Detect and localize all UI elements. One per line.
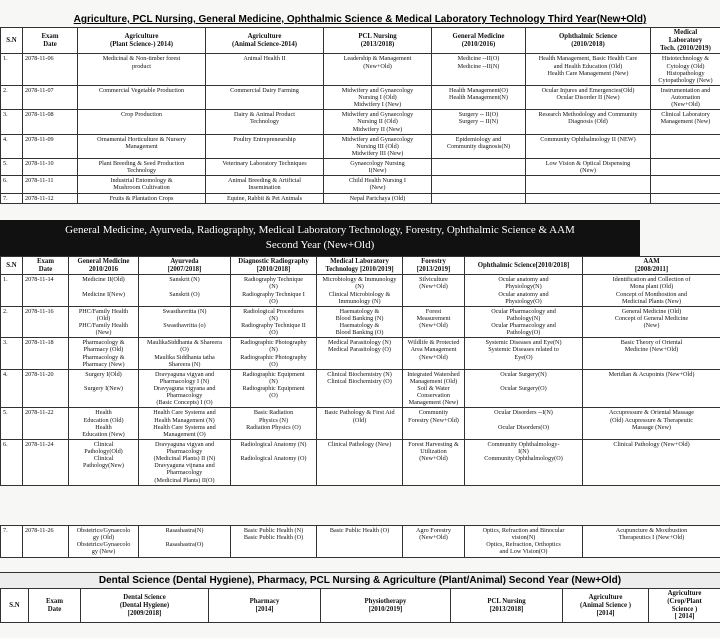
- subject-cell: [651, 193, 720, 203]
- subject-cell: Crop Production: [78, 110, 206, 134]
- table-row: [1, 275, 720, 307]
- subject-cell: Agro Forestry (New+Old): [403, 526, 465, 558]
- subject-cell: Acupuncture & Moxibustion Therapeutics I (New+Old): [583, 526, 720, 558]
- subject-cell: Histotechnology & Cytology (Old) Histopathology Cytopathology (New): [651, 54, 720, 86]
- table-row: [1, 54, 720, 86]
- column-header: Exam Date: [23, 256, 69, 275]
- column-header: Medical Laboratory Technology [2010/2019]: [317, 256, 403, 275]
- subject-cell: Forest Harvesting & Utilization (New+Old): [403, 439, 465, 485]
- subject-cell: Leadership & Management (New+Old): [324, 54, 432, 86]
- subject-cell: MaulikaSiddhanta & Shareera (O) Maulika Siddhanta tatha Shareera (N): [139, 338, 231, 370]
- subject-cell: [432, 176, 526, 193]
- subject-cell: Instrumentation and Automation (New+Old): [651, 85, 720, 109]
- subject-cell: Accupressure & Oriental Massage (Old) Acupressure & Therapeutic Massage (New): [583, 408, 720, 440]
- subject-cell: Ocular Injures and Emergencies(Old) Ocular Disorder II (New): [526, 85, 651, 109]
- subject-cell: PHC/Family Health (Old) PHC/Family Health (New): [69, 306, 139, 338]
- serial-cell: 5.: [1, 408, 23, 440]
- dental-pharmacy-table: [0, 588, 720, 623]
- second-year-table: [0, 256, 720, 486]
- subject-cell: Child Health Nursing I (New): [324, 176, 432, 193]
- subject-cell: Pharmacology & Pharmacy (Old) Pharmacology & Pharmacy (New): [69, 338, 139, 370]
- exam-date-cell: 2078-11-10: [23, 159, 78, 176]
- subject-cell: [651, 134, 720, 158]
- subject-cell: Community Forestry (New+Old): [403, 408, 465, 440]
- subject-cell: Medicinal & Non-timber forest product: [78, 54, 206, 86]
- subject-cell: Radiological Anatomy (N) Radiological Anatomy (O): [231, 439, 317, 485]
- serial-cell: 6.: [1, 176, 23, 193]
- subject-cell: Integrated Watershed Management (Old) Soil & Water Conservation Management (New): [403, 369, 465, 408]
- serial-cell: 4.: [1, 369, 23, 408]
- subject-cell: Equine, Rabbit & Pet Animals: [206, 193, 324, 203]
- serial-cell: 1.: [1, 54, 23, 86]
- section1-title: Agriculture, PCL Nursing, General Medicine, Ophthalmic Science & Medical Laboratory Technology Third Year(New+Old): [73, 14, 647, 25]
- column-header: General Medicine 2010/2016: [69, 256, 139, 275]
- subject-cell: Clinical Pathology(Old) Clinical Pathology(New): [69, 439, 139, 485]
- subject-cell: Identification and Collection of Mona plant (Old) Concept of Monthostion and Medicinal Plants (New): [583, 275, 720, 307]
- serial-cell: 6.: [1, 439, 23, 485]
- section4-title: Dental Science (Dental Hygiene), Pharmacy, PCL Nursing & Agriculture (Plant/Animal) Second Year (New+Old): [0, 572, 720, 588]
- serial-cell: 7.: [1, 526, 23, 558]
- column-header: Diagnostic Radiography [2010/2018]: [231, 256, 317, 275]
- column-header: Dental Science (Dental Hygiene) [2009/2018]: [81, 589, 209, 623]
- table-row: [1, 526, 720, 558]
- column-header: Agriculture (Animal Science-2014): [206, 28, 324, 54]
- table-header-row: [1, 28, 720, 54]
- section2-title-line2: Second Year (New+Old): [265, 238, 375, 251]
- subject-cell: Industrial Entomology & Mushroom Cultivation: [78, 176, 206, 193]
- subject-cell: Community Ophthalmology II (NEW): [526, 134, 651, 158]
- subject-cell: Basic Radiation Physics (N) Radiation Physics (O): [231, 408, 317, 440]
- column-header: Agriculture (Animal Science ) [2014]: [563, 589, 649, 623]
- subject-cell: Health Education (Old) Health Education (New): [69, 408, 139, 440]
- column-header: Agriculture (Plant Science-) 2014): [78, 28, 206, 54]
- subject-cell: Sanskrit (N) Sanskrit (O): [139, 275, 231, 307]
- subject-cell: Medicine II(Old) Medicine I(New): [69, 275, 139, 307]
- serial-cell: 3.: [1, 110, 23, 134]
- serial-cell: 5.: [1, 159, 23, 176]
- subject-cell: Epidemiology and Community diagnosis(N): [432, 134, 526, 158]
- exam-date-cell: 2078-11-18: [23, 338, 69, 370]
- subject-cell: Systemic Diseases and Eye(N) Systemic Diseases related to Eye(O): [465, 338, 583, 370]
- subject-cell: Obstetrics/Gynaecolo gy (Old) Obstetrics/Gynaecolo gy (New): [69, 526, 139, 558]
- subject-cell: Ocular Pharmacology and Pathology(N) Ocular Pharmacology and Pathology(O): [465, 306, 583, 338]
- column-header: Ophthalmic Science (2010/2018): [526, 28, 651, 54]
- exam-date-cell: 2078-11-22: [23, 408, 69, 440]
- column-header: S.N: [1, 28, 23, 54]
- column-header: S.N: [1, 256, 23, 275]
- table-header-row: [1, 589, 720, 623]
- subject-cell: Gynaecology Nursing I(New): [324, 159, 432, 176]
- column-header: Agriculture (Crop/Plant Science ) [ 2014]: [649, 589, 720, 623]
- table-row: [1, 439, 720, 485]
- table-row: [1, 338, 720, 370]
- subject-cell: Silviculture (New+Old): [403, 275, 465, 307]
- serial-cell: 2.: [1, 306, 23, 338]
- subject-cell: Commercial Dairy Farming: [206, 85, 324, 109]
- subject-cell: Low Vision & Optical Dispensing (New): [526, 159, 651, 176]
- exam-date-cell: 2078-11-09: [23, 134, 78, 158]
- column-header: PCL Nursing [2013/2018]: [451, 589, 563, 623]
- subject-cell: Community Ophthalmology- I(N) Community Ophthalmology(O): [465, 439, 583, 485]
- subject-cell: Midwifery and Gynaecology Nursing III (Old) Midwifery III (New): [324, 134, 432, 158]
- column-header: Physiotherapy [2010/2019]: [321, 589, 451, 623]
- table-row: [1, 193, 720, 203]
- subject-cell: Dravyaguna vigyan and Pharmacology (Medicinal Plants) II (N) Dravyaguna vijnana and Pharmacology (Medicinal Plants) II(O): [139, 439, 231, 485]
- table-row: [1, 85, 720, 109]
- subject-cell: Surgery -- II(O) Surgery -- II(N): [432, 110, 526, 134]
- subject-cell: Swasthavritta (N) Swasthavritta (o): [139, 306, 231, 338]
- subject-cell: Ornamental Horticulture & Nursery Management: [78, 134, 206, 158]
- exam-date-cell: 2078-11-12: [23, 193, 78, 203]
- section2-title: [0, 220, 640, 256]
- serial-cell: 3.: [1, 338, 23, 370]
- section-dental-pharmacy: [0, 572, 720, 623]
- subject-cell: Basic Pathology & First Aid (Old): [317, 408, 403, 440]
- column-header: Ophthalmic Science[2010/2018]: [465, 256, 583, 275]
- table-row: [1, 110, 720, 134]
- subject-cell: Medicine --II(O) Medicine --II(N): [432, 54, 526, 86]
- section-third-year: [0, 12, 720, 204]
- section-second-year-continued: [0, 525, 720, 558]
- subject-cell: [432, 193, 526, 203]
- table-row: [1, 134, 720, 158]
- subject-cell: Veterinary Laboratory Techniques: [206, 159, 324, 176]
- subject-cell: Animal Health II: [206, 54, 324, 86]
- exam-date-cell: 2078-11-08: [23, 110, 78, 134]
- exam-date-cell: 2078-11-20: [23, 369, 69, 408]
- column-header: S.N: [1, 589, 29, 623]
- table-header-row: [1, 256, 720, 275]
- subject-cell: Forest Measurement (New+Old): [403, 306, 465, 338]
- subject-cell: Rasashastra(N) Rasashastra(O): [139, 526, 231, 558]
- exam-date-cell: 2078-11-16: [23, 306, 69, 338]
- exam-date-cell: 2078-11-11: [23, 176, 78, 193]
- column-header: Ayurveda [2007/2018]: [139, 256, 231, 275]
- subject-cell: Commercial Vegetable Production: [78, 85, 206, 109]
- subject-cell: Clinical Pathology (New): [317, 439, 403, 485]
- subject-cell: [651, 159, 720, 176]
- subject-cell: Health Care Systems and Health Management (N) Health Care Systems and Management (O): [139, 408, 231, 440]
- subject-cell: Radiological Procedures (N) Radiography Technique II (O): [231, 306, 317, 338]
- column-header: Exam Date: [29, 589, 81, 623]
- exam-date-cell: 2078-11-06: [23, 54, 78, 86]
- subject-cell: Health Management(O) Health Management(N): [432, 85, 526, 109]
- subject-cell: Radiographic Equipment (N) Radiographic Equipment (O): [231, 369, 317, 408]
- column-header: Exam Date: [23, 28, 78, 54]
- column-header: AAM [2008/2011]: [583, 256, 720, 275]
- subject-cell: Basic Theory of Oriental Medicine (New+Old): [583, 338, 720, 370]
- column-header: Pharmacy [2014]: [209, 589, 321, 623]
- subject-cell: Health Management, Basic Health Care and Health Education (Old) Health Care Management (New): [526, 54, 651, 86]
- subject-cell: Nepal Parichaya (Old): [324, 193, 432, 203]
- subject-cell: Ocular Surgery(N) Ocular Surgery(O): [465, 369, 583, 408]
- serial-cell: 7.: [1, 193, 23, 203]
- subject-cell: Ocular anatomy and Physiology(N) Ocular anatomy and Physiology(O): [465, 275, 583, 307]
- subject-cell: Dairy & Animal Product Technology: [206, 110, 324, 134]
- subject-cell: Midwifery and Gynaecology Nursing I (Old) Midwifery I (New): [324, 85, 432, 109]
- subject-cell: [526, 193, 651, 203]
- section2-title-line1: General Medicine, Ayurveda, Radiography, Medical Laboratory Technology, Forestry, Ophthalmic Science & AAM: [65, 224, 575, 236]
- table-row: [1, 159, 720, 176]
- subject-cell: Clinical Laboratory Management (New): [651, 110, 720, 134]
- table-row: [1, 369, 720, 408]
- column-header: Forestry [2013/2019]: [403, 256, 465, 275]
- subject-cell: Dravyaguna vigyan and Pharmacology I (N) Dravyaguna vigyana and Pharmacology (Basic Concepts) I (O): [139, 369, 231, 408]
- subject-cell: Animal Breeding & Artificial Insemination: [206, 176, 324, 193]
- column-header: PCL Nursing (2013/2018): [324, 28, 432, 54]
- subject-cell: Meridian & Acupoints (New+Old): [583, 369, 720, 408]
- subject-cell: Wildlife & Protected Area Management (New+Old): [403, 338, 465, 370]
- subject-cell: Clinical Biochemistry (N) Clinical Biochemistry (O): [317, 369, 403, 408]
- second-year-table-continued: [0, 525, 720, 558]
- exam-date-cell: 2078-11-26: [23, 526, 69, 558]
- column-header: Medical Laboratory Tech. (2010/2019): [651, 28, 720, 54]
- subject-cell: [651, 176, 720, 193]
- subject-cell: Poultry Entrepreneurship: [206, 134, 324, 158]
- third-year-table: [0, 27, 720, 204]
- subject-cell: Optics, Refraction and Binocular vision(N) Optics, Refraction, Orthoptics and Low Vision(O): [465, 526, 583, 558]
- subject-cell: Medical Parasitology (N) Medical Parasitology (O): [317, 338, 403, 370]
- table-row: [1, 408, 720, 440]
- subject-cell: Plant Breeding & Seed Production Technology: [78, 159, 206, 176]
- subject-cell: Surgery I(Old) Surgery I(New): [69, 369, 139, 408]
- subject-cell: Midwifery and Gynaecology Nursing II (Old) Midwifery II (New): [324, 110, 432, 134]
- subject-cell: General Medicine (Old) Concept of General Medicine (New): [583, 306, 720, 338]
- subject-cell: Fruits & Plantation Crops: [78, 193, 206, 203]
- subject-cell: Haematology & Blood Banking (N) Haematology & Blood Banking (O): [317, 306, 403, 338]
- subject-cell: Research Methodology and Community Diagnosis (Old): [526, 110, 651, 134]
- subject-cell: [526, 176, 651, 193]
- serial-cell: 1.: [1, 275, 23, 307]
- exam-date-cell: 2078-11-24: [23, 439, 69, 485]
- table-row: [1, 176, 720, 193]
- table-row: [1, 306, 720, 338]
- subject-cell: Radiographic Photography (N) Radiographic Photography (O): [231, 338, 317, 370]
- subject-cell: Clinical Pathology (New+Old): [583, 439, 720, 485]
- exam-date-cell: 2078-11-07: [23, 85, 78, 109]
- section-second-year: [0, 220, 720, 486]
- subject-cell: Radiography Technique (N) Radiography Technique I (O): [231, 275, 317, 307]
- column-header: General Medicine (2010/2016): [432, 28, 526, 54]
- subject-cell: Basic Public Health (O): [317, 526, 403, 558]
- subject-cell: Ocular Disorders --I(N) Ocular Disorders(O): [465, 408, 583, 440]
- exam-date-cell: 2078-11-14: [23, 275, 69, 307]
- subject-cell: Basic Public Health (N) Basic Public Health (O): [231, 526, 317, 558]
- serial-cell: 2.: [1, 85, 23, 109]
- serial-cell: 4.: [1, 134, 23, 158]
- subject-cell: Microbiology & Immunology (N) Clinical Microbiology & Immunology (N): [317, 275, 403, 307]
- subject-cell: [432, 159, 526, 176]
